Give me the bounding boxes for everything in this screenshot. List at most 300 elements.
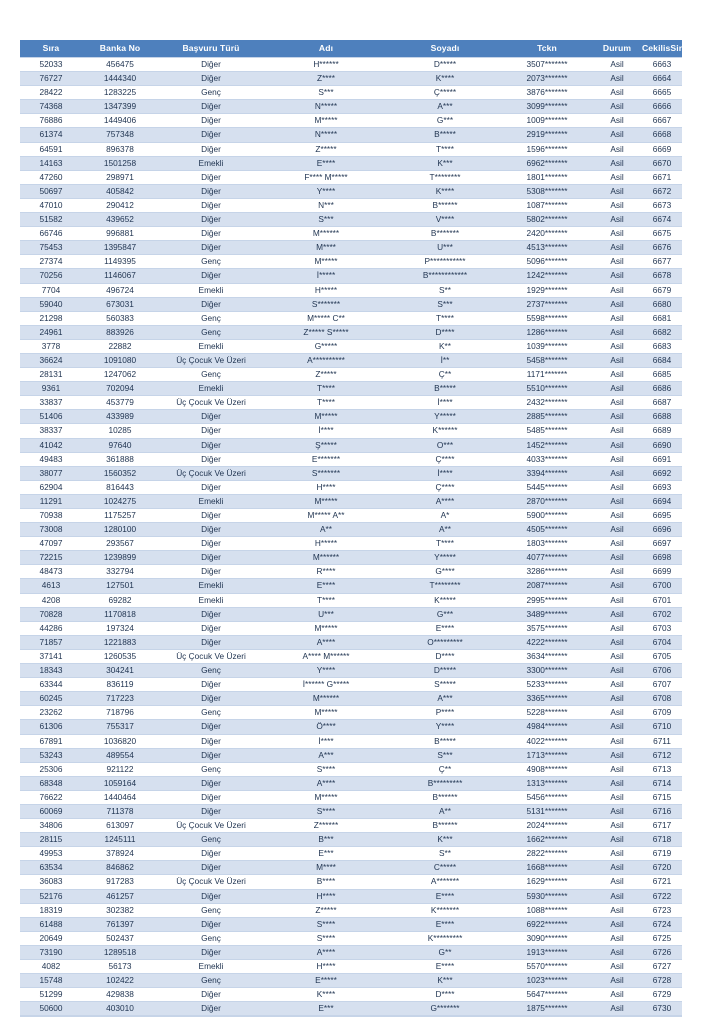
cell-adi: Y****: [264, 664, 388, 678]
table-row[interactable]: [20, 720, 682, 734]
cell-cekilis-sira-no: 6716: [642, 804, 682, 818]
cell-adi: M****: [264, 861, 388, 875]
cell-adi: E*****: [264, 974, 388, 988]
cell-durum: Asil: [592, 960, 642, 974]
table-row[interactable]: [20, 438, 682, 452]
cell-adi: N*****: [264, 100, 388, 114]
cell-tckn: 1662*******: [502, 833, 592, 847]
table-row[interactable]: [20, 748, 682, 762]
table-row[interactable]: [20, 353, 682, 367]
cell-adi: K****: [264, 988, 388, 1002]
cell-cekilis-sira-no: 6663: [642, 58, 682, 72]
cell-banka-no: 1175257: [82, 509, 158, 523]
table-row[interactable]: [20, 382, 682, 396]
table-row[interactable]: [20, 227, 682, 241]
table-row[interactable]: [20, 368, 682, 382]
cell-tckn: 1286*******: [502, 325, 592, 339]
table-row[interactable]: [20, 875, 682, 889]
table-row[interactable]: [20, 551, 682, 565]
table-row[interactable]: [20, 339, 682, 353]
cell-soyadi: Y****: [388, 720, 502, 734]
cell-sira: 73190: [20, 945, 82, 959]
cell-cekilis-sira-no: 6695: [642, 509, 682, 523]
cell-durum: Asil: [592, 664, 642, 678]
cell-soyadi: A*******: [388, 875, 502, 889]
cell-durum: Asil: [592, 339, 642, 353]
cell-basvuru-turu: Üç Çocuk Ve Üzeri: [158, 466, 264, 480]
cell-sira: 49953: [20, 847, 82, 861]
cell-adi: S*******: [264, 466, 388, 480]
table-row[interactable]: [20, 762, 682, 776]
cell-adi: A****: [264, 945, 388, 959]
table-row[interactable]: [20, 424, 682, 438]
cell-soyadi: B*****: [388, 128, 502, 142]
cell-basvuru-turu: Genç: [158, 833, 264, 847]
cell-banka-no: 816443: [82, 480, 158, 494]
cell-durum: Asil: [592, 382, 642, 396]
cell-basvuru-turu: Diğer: [158, 213, 264, 227]
table-row[interactable]: [20, 593, 682, 607]
cell-basvuru-turu: Genç: [158, 311, 264, 325]
cell-soyadi: Y*****: [388, 551, 502, 565]
cell-cekilis-sira-no: 6677: [642, 255, 682, 269]
cell-sira: 23262: [20, 706, 82, 720]
cell-durum: Asil: [592, 579, 642, 593]
cell-cekilis-sira-no: 6730: [642, 1002, 682, 1016]
cell-durum: Asil: [592, 255, 642, 269]
cell-durum: Asil: [592, 903, 642, 917]
cell-banka-no: 197324: [82, 621, 158, 635]
table-row[interactable]: [20, 903, 682, 917]
cell-durum: Asil: [592, 142, 642, 156]
cell-sira: 18343: [20, 664, 82, 678]
cell-cekilis-sira-no: 6674: [642, 213, 682, 227]
cell-sira: 68348: [20, 776, 82, 790]
table-row[interactable]: [20, 664, 682, 678]
table-row[interactable]: [20, 114, 682, 128]
table-row[interactable]: [20, 509, 682, 523]
cell-basvuru-turu: Genç: [158, 706, 264, 720]
cell-tckn: 4908*******: [502, 762, 592, 776]
cell-sira: 51406: [20, 410, 82, 424]
cell-banka-no: 489554: [82, 748, 158, 762]
cell-adi: E***: [264, 1002, 388, 1016]
column-header-basvuru-turu[interactable]: Başvuru Türü: [158, 40, 264, 58]
cell-cekilis-sira-no: 6728: [642, 974, 682, 988]
cell-soyadi: B*******: [388, 227, 502, 241]
cell-banka-no: 56173: [82, 960, 158, 974]
table-row[interactable]: [20, 269, 682, 283]
cell-cekilis-sira-no: 6694: [642, 494, 682, 508]
cell-tckn: 5485*******: [502, 424, 592, 438]
cell-soyadi: G*******: [388, 1002, 502, 1016]
cell-soyadi: S**: [388, 283, 502, 297]
cell-basvuru-turu: Diğer: [158, 128, 264, 142]
cell-sira: 9361: [20, 382, 82, 396]
cell-sira: 51582: [20, 213, 82, 227]
table-row[interactable]: [20, 170, 682, 184]
cell-basvuru-turu: Diğer: [158, 58, 264, 72]
cell-tckn: 2087*******: [502, 579, 592, 593]
cell-soyadi: P***********: [388, 255, 502, 269]
cell-cekilis-sira-no: 6722: [642, 889, 682, 903]
cell-sira: 38337: [20, 424, 82, 438]
table-row[interactable]: [20, 889, 682, 903]
cell-cekilis-sira-no: 6679: [642, 283, 682, 297]
cell-soyadi: B*********: [388, 776, 502, 790]
cell-cekilis-sira-no: 6701: [642, 593, 682, 607]
table-row[interactable]: [20, 635, 682, 649]
cell-cekilis-sira-no: 6687: [642, 396, 682, 410]
cell-basvuru-turu: Diğer: [158, 100, 264, 114]
table-row[interactable]: [20, 72, 682, 86]
cell-tckn: 5900*******: [502, 509, 592, 523]
cell-durum: Asil: [592, 945, 642, 959]
cell-basvuru-turu: Genç: [158, 974, 264, 988]
cell-sira: 28115: [20, 833, 82, 847]
cell-tckn: 1913*******: [502, 945, 592, 959]
cell-banka-no: 22882: [82, 339, 158, 353]
table-row[interactable]: [20, 861, 682, 875]
cell-cekilis-sira-no: 6704: [642, 635, 682, 649]
table-row[interactable]: [20, 255, 682, 269]
cell-sira: 11291: [20, 494, 82, 508]
table-header: [20, 40, 699, 58]
cell-basvuru-turu: Diğer: [158, 424, 264, 438]
cell-basvuru-turu: Diğer: [158, 480, 264, 494]
cell-adi: E***: [264, 847, 388, 861]
cell-soyadi: G****: [388, 565, 502, 579]
cell-sira: 61488: [20, 917, 82, 931]
table-row[interactable]: [20, 198, 682, 212]
table-row[interactable]: [20, 537, 682, 551]
cell-adi: N***: [264, 198, 388, 212]
cell-tckn: 4222*******: [502, 635, 592, 649]
cell-soyadi: K*********: [388, 931, 502, 945]
table-row[interactable]: [20, 776, 682, 790]
cell-durum: Asil: [592, 494, 642, 508]
cell-sira: 4613: [20, 579, 82, 593]
cell-tckn: 2432*******: [502, 396, 592, 410]
cell-sira: 66746: [20, 227, 82, 241]
cell-sira: 18319: [20, 903, 82, 917]
cell-adi: Z******: [264, 819, 388, 833]
table-row[interactable]: [20, 241, 682, 255]
table-row[interactable]: [20, 678, 682, 692]
cell-soyadi: V****: [388, 213, 502, 227]
cell-adi: F**** M*****: [264, 170, 388, 184]
cell-durum: Asil: [592, 931, 642, 945]
cell-cekilis-sira-no: 6675: [642, 227, 682, 241]
cell-banka-no: 717223: [82, 692, 158, 706]
cell-cekilis-sira-no: 6670: [642, 156, 682, 170]
table-row[interactable]: [20, 410, 682, 424]
cell-banka-no: 461257: [82, 889, 158, 903]
cell-banka-no: 456475: [82, 58, 158, 72]
cell-adi: H****: [264, 889, 388, 903]
cell-sira: 50600: [20, 1002, 82, 1016]
cell-banka-no: 1247062: [82, 368, 158, 382]
column-header-durum[interactable]: Durum: [592, 40, 642, 58]
cell-sira: 52033: [20, 58, 82, 72]
cell-banka-no: 453779: [82, 396, 158, 410]
cell-sira: 61306: [20, 720, 82, 734]
cell-durum: Asil: [592, 678, 642, 692]
table-row[interactable]: [20, 833, 682, 847]
cell-tckn: 5233*******: [502, 678, 592, 692]
cell-banka-no: 304241: [82, 664, 158, 678]
column-header-soyadi[interactable]: Soyadı: [388, 40, 502, 58]
cell-soyadi: B*****: [388, 382, 502, 396]
table-row[interactable]: [20, 607, 682, 621]
cell-soyadi: B******: [388, 790, 502, 804]
column-header-banka-no[interactable]: Banka No: [82, 40, 158, 58]
table-row[interactable]: [20, 100, 682, 114]
column-header-tckn[interactable]: Tckn: [502, 40, 592, 58]
table-row[interactable]: [20, 297, 682, 311]
table-row[interactable]: [20, 988, 682, 1002]
cell-basvuru-turu: Emekli: [158, 382, 264, 396]
cell-cekilis-sira-no: 6666: [642, 100, 682, 114]
cell-durum: Asil: [592, 325, 642, 339]
cell-soyadi: K****: [388, 72, 502, 86]
cell-basvuru-turu: Diğer: [158, 523, 264, 537]
cell-adi: M****: [264, 241, 388, 255]
cell-tckn: 3286*******: [502, 565, 592, 579]
cell-adi: Z*****: [264, 142, 388, 156]
cell-sira: 63344: [20, 678, 82, 692]
cell-sira: 53243: [20, 748, 82, 762]
cell-sira: 27374: [20, 255, 82, 269]
cell-basvuru-turu: Genç: [158, 368, 264, 382]
cell-tckn: 1313*******: [502, 776, 592, 790]
cell-basvuru-turu: Üç Çocuk Ve Üzeri: [158, 353, 264, 367]
column-header-cekilis-sira-no[interactable]: CekilisSiraNo: [642, 40, 682, 58]
cell-adi: M*****: [264, 621, 388, 635]
table-row[interactable]: [20, 184, 682, 198]
cell-banka-no: 1260535: [82, 649, 158, 663]
cell-sira: 36624: [20, 353, 82, 367]
cell-basvuru-turu: Üç Çocuk Ve Üzeri: [158, 875, 264, 889]
cell-soyadi: T********: [388, 579, 502, 593]
cell-tckn: 3394*******: [502, 466, 592, 480]
table-row[interactable]: [20, 706, 682, 720]
cell-banka-no: 1560352: [82, 466, 158, 480]
cell-banka-no: 429838: [82, 988, 158, 1002]
table-row[interactable]: [20, 960, 682, 974]
cell-tckn: 4505*******: [502, 523, 592, 537]
table-row[interactable]: [20, 156, 682, 170]
table-row[interactable]: [20, 790, 682, 804]
cell-sira: 34806: [20, 819, 82, 833]
cell-banka-no: 613097: [82, 819, 158, 833]
cell-banka-no: 378924: [82, 847, 158, 861]
cell-durum: Asil: [592, 847, 642, 861]
table-row[interactable]: [20, 579, 682, 593]
cell-soyadi: P****: [388, 706, 502, 720]
cell-durum: Asil: [592, 227, 642, 241]
cell-tckn: 5598*******: [502, 311, 592, 325]
table-row[interactable]: [20, 649, 682, 663]
table-row[interactable]: [20, 213, 682, 227]
cell-adi: M***** C**: [264, 311, 388, 325]
cell-tckn: 1087*******: [502, 198, 592, 212]
table-row[interactable]: [20, 804, 682, 818]
cell-adi: S*******: [264, 297, 388, 311]
column-header-sira[interactable]: Sıra: [20, 40, 82, 58]
cell-tckn: 3634*******: [502, 649, 592, 663]
table-row[interactable]: [20, 931, 682, 945]
cell-sira: 7704: [20, 283, 82, 297]
table-row[interactable]: [20, 945, 682, 959]
cell-banka-no: 293567: [82, 537, 158, 551]
cell-soyadi: O*********: [388, 635, 502, 649]
cell-soyadi: G***: [388, 607, 502, 621]
cell-durum: Asil: [592, 269, 642, 283]
cell-durum: Asil: [592, 396, 642, 410]
cell-cekilis-sira-no: 6685: [642, 368, 682, 382]
cell-sira: 25306: [20, 762, 82, 776]
cell-durum: Asil: [592, 128, 642, 142]
cell-banka-no: 433989: [82, 410, 158, 424]
table-row[interactable]: [20, 452, 682, 466]
table-row[interactable]: [20, 58, 682, 72]
table-row[interactable]: [20, 734, 682, 748]
cell-banka-no: 1170818: [82, 607, 158, 621]
cell-sira: 74368: [20, 100, 82, 114]
cell-tckn: 4513*******: [502, 241, 592, 255]
table-row[interactable]: [20, 480, 682, 494]
table-row[interactable]: [20, 565, 682, 579]
cell-adi: S***: [264, 213, 388, 227]
cell-sira: 70256: [20, 269, 82, 283]
table-row[interactable]: [20, 128, 682, 142]
cell-soyadi: E****: [388, 621, 502, 635]
cell-tckn: 1039*******: [502, 339, 592, 353]
cell-cekilis-sira-no: 6721: [642, 875, 682, 889]
column-header-adi[interactable]: Adı: [264, 40, 388, 58]
cell-durum: Asil: [592, 170, 642, 184]
table-row[interactable]: [20, 396, 682, 410]
cell-durum: Asil: [592, 58, 642, 72]
cell-durum: Asil: [592, 198, 642, 212]
cell-cekilis-sira-no: 6690: [642, 438, 682, 452]
cell-durum: Asil: [592, 156, 642, 170]
cell-durum: Asil: [592, 819, 642, 833]
cell-soyadi: İ**: [388, 353, 502, 367]
table-row[interactable]: [20, 311, 682, 325]
table-row[interactable]: [20, 86, 682, 100]
cell-durum: Asil: [592, 114, 642, 128]
cell-cekilis-sira-no: 6668: [642, 128, 682, 142]
table-row[interactable]: [20, 974, 682, 988]
cell-tckn: 1023*******: [502, 974, 592, 988]
table-row[interactable]: [20, 819, 682, 833]
cell-banka-no: 1146067: [82, 269, 158, 283]
cell-tckn: 1929*******: [502, 283, 592, 297]
table-row[interactable]: [20, 847, 682, 861]
cell-durum: Asil: [592, 988, 642, 1002]
cell-banka-no: 1059164: [82, 776, 158, 790]
cell-sira: 60069: [20, 804, 82, 818]
cell-basvuru-turu: Diğer: [158, 804, 264, 818]
cell-tckn: 3099*******: [502, 100, 592, 114]
cell-tckn: 1713*******: [502, 748, 592, 762]
cell-sira: 47010: [20, 198, 82, 212]
cell-soyadi: K***: [388, 833, 502, 847]
cell-sira: 50697: [20, 184, 82, 198]
cell-basvuru-turu: Diğer: [158, 635, 264, 649]
cell-tckn: 5228*******: [502, 706, 592, 720]
cell-banka-no: 1444340: [82, 72, 158, 86]
cell-soyadi: S***: [388, 297, 502, 311]
table-row[interactable]: [20, 494, 682, 508]
cell-tckn: 5456*******: [502, 790, 592, 804]
table-row[interactable]: [20, 142, 682, 156]
cell-soyadi: U***: [388, 241, 502, 255]
cell-sira: 47260: [20, 170, 82, 184]
cell-tckn: 5131*******: [502, 804, 592, 818]
cell-cekilis-sira-no: 6727: [642, 960, 682, 974]
cell-banka-no: 711378: [82, 804, 158, 818]
cell-basvuru-turu: Genç: [158, 325, 264, 339]
cell-banka-no: 921122: [82, 762, 158, 776]
cell-basvuru-turu: Diğer: [158, 184, 264, 198]
cell-tckn: 1171*******: [502, 368, 592, 382]
cell-basvuru-turu: Emekli: [158, 960, 264, 974]
table-row[interactable]: [20, 466, 682, 480]
cell-cekilis-sira-no: 6708: [642, 692, 682, 706]
cell-durum: Asil: [592, 565, 642, 579]
cell-basvuru-turu: Diğer: [158, 861, 264, 875]
cell-basvuru-turu: Diğer: [158, 917, 264, 931]
cell-soyadi: K******: [388, 424, 502, 438]
cell-basvuru-turu: Diğer: [158, 607, 264, 621]
table-row[interactable]: [20, 325, 682, 339]
cell-adi: B***: [264, 833, 388, 847]
cell-banka-no: 332794: [82, 565, 158, 579]
cell-cekilis-sira-no: 6713: [642, 762, 682, 776]
cell-tckn: 3876*******: [502, 86, 592, 100]
cell-soyadi: A****: [388, 494, 502, 508]
cell-adi: İ****** G*****: [264, 678, 388, 692]
table-row[interactable]: [20, 283, 682, 297]
cell-sira: 51299: [20, 988, 82, 1002]
cell-soyadi: Y*****: [388, 410, 502, 424]
table-row[interactable]: [20, 917, 682, 931]
cell-basvuru-turu: Emekli: [158, 579, 264, 593]
cell-banka-no: 290412: [82, 198, 158, 212]
table-row[interactable]: [20, 692, 682, 706]
table-row[interactable]: [20, 621, 682, 635]
cell-banka-no: 1283225: [82, 86, 158, 100]
cell-banka-no: 1289518: [82, 945, 158, 959]
cell-sira: 15748: [20, 974, 82, 988]
cell-durum: Asil: [592, 621, 642, 635]
cell-adi: M*****: [264, 114, 388, 128]
cell-adi: Z*****: [264, 368, 388, 382]
cell-cekilis-sira-no: 6715: [642, 790, 682, 804]
cell-sira: 28131: [20, 368, 82, 382]
cell-cekilis-sira-no: 6696: [642, 523, 682, 537]
cell-adi: Y****: [264, 184, 388, 198]
table-row[interactable]: [20, 1002, 682, 1016]
table-row[interactable]: [20, 523, 682, 537]
cell-tckn: 1801*******: [502, 170, 592, 184]
cell-soyadi: A***: [388, 692, 502, 706]
cell-banka-no: 1347399: [82, 100, 158, 114]
cell-sira: 48473: [20, 565, 82, 579]
